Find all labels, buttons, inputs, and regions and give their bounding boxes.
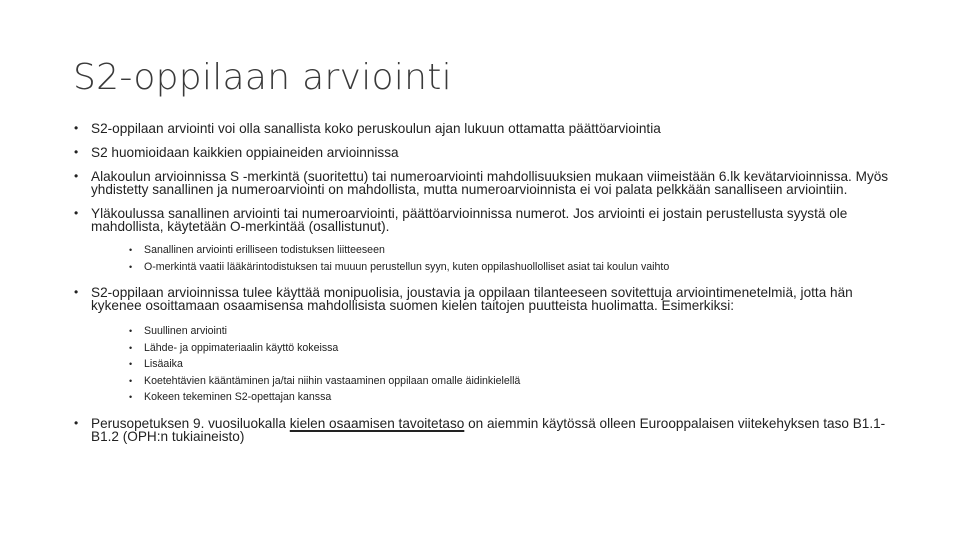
sub-bullet-marker: •: [129, 261, 133, 272]
sub-bullet-text: Lisäaika: [144, 358, 183, 370]
sub-bullet-text: Koetehtävien kääntäminen ja/tai niihin vastaaminen oppilaan omalle äidinkielellä: [144, 374, 521, 387]
sub-bullet-item: [129, 340, 893, 357]
sub-bullet-text: Lähde- ja oppimateriaalin käyttö kokeissa: [144, 341, 339, 354]
sub-bullet-text: O-merkintä vaatii lääkärintodistuksen tai muuun perustellun syyn, kuten oppilashuollolliset asiat tai koulun vaihto: [144, 260, 670, 273]
bullet-item: [73, 207, 893, 275]
bullet-text-before: Perusopetuksen 9. vuosiluokalla: [91, 415, 290, 431]
sub-bullet-item: [129, 389, 893, 406]
bullet-marker: •: [74, 145, 79, 159]
sub-bullet-item: [129, 373, 893, 390]
sub-bullet-list: [129, 242, 893, 275]
sub-bullet-marker: •: [129, 326, 133, 336]
sub-bullet-marker: •: [129, 342, 133, 353]
bullet-marker: •: [74, 285, 79, 299]
slide-content: [73, 122, 893, 443]
bullet-list: [73, 122, 893, 443]
sub-bullet-item: [129, 259, 893, 276]
sub-bullet-item: [129, 323, 893, 340]
sub-bullet-marker: •: [129, 392, 133, 402]
bullet-text: Alakoulun arvioinnissa S -merkintä (suoritettu) tai numeroarviointi mahdollisuuksien mukaan viimeistään 6.lk kevätarvioinnissa. Myös yhdistetty sanallinen ja numeroarviointi on mahdollista, mutta numeroarvioinnista ei voi palata pelkkään sanalliseen arviointiin.: [91, 169, 889, 197]
sub-bullet-marker: •: [129, 375, 133, 386]
slide-title: S2-oppilaan arviointi: [73, 57, 452, 98]
bullet-item: [73, 170, 893, 196]
bullet-item: [73, 122, 893, 135]
sub-bullet-marker: •: [129, 245, 133, 255]
bullet-marker: •: [74, 206, 79, 220]
bullet-text: S2 huomioidaan kaikkien oppiaineiden arvioinnissa: [91, 145, 399, 160]
bullet-item: [73, 146, 893, 159]
bullet-text: S2-oppilaan arviointi voi olla sanallista koko peruskoulun ajan lukuun ottamatta päättöarviointia: [91, 121, 661, 136]
bullet-item: [73, 417, 893, 443]
sub-bullet-text: Kokeen tekeminen S2-opettajan kanssa: [144, 391, 332, 403]
bullet-marker: •: [74, 121, 79, 135]
bullet-item: [73, 286, 893, 406]
sub-bullet-text: Sanallinen arviointi erilliseen todistuksen liitteeseen: [144, 244, 385, 256]
sub-bullet-list: [129, 323, 893, 406]
bullet-text: Yläkoulussa sanallinen arviointi tai numeroarviointi, päättöarvioinnissa numerot. Jos arviointi ei jostain perustellusta syystä ole mahdollista, käytetään O-merkintää (osallistunut).: [91, 206, 848, 234]
proficiency-level-link[interactable]: kielen osaamisen tavoitetaso: [289, 415, 465, 431]
sub-bullet-text: Suullinen arviointi: [144, 325, 228, 337]
bullet-marker: •: [74, 169, 79, 183]
bullet-marker: •: [74, 415, 79, 430]
sub-bullet-item: [129, 356, 893, 373]
sub-bullet-marker: •: [129, 359, 133, 369]
sub-bullet-item: [129, 242, 893, 259]
bullet-text-after: on aiemmin käytössä olleen Eurooppalaisen viitekehyksen taso B1.1-B1.2 (OPH:n tukiaineisto): [91, 415, 886, 444]
bullet-text: S2-oppilaan arvioinnissa tulee käyttää monipuolisia, joustavia ja oppilaan tilanteeseen sovitettuja arviointimenetelmiä, jotta hän kykenee osoittamaan osaamisensa mahdollisista suomen kielen taitojen puutteista huolimatta. Esimerkiksi:: [91, 285, 853, 313]
